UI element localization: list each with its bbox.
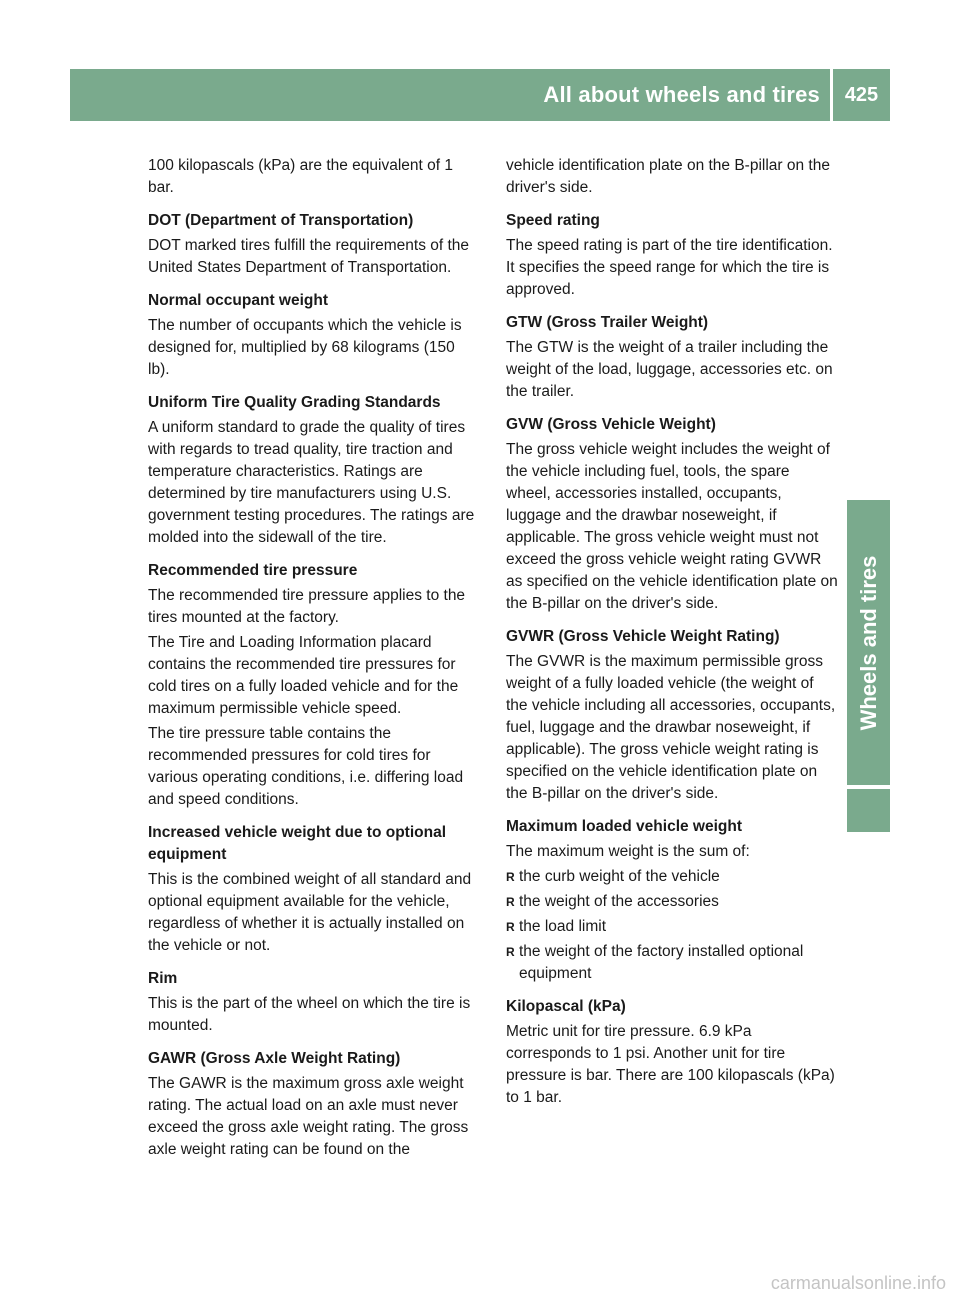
- recommended-pressure-paragraph-2: The Tire and Loading Information placard contains the recommended tire pressures for cold tires on a fully loaded vehicle and for the maximum permissible vehicle speed.: [148, 634, 459, 717]
- list-item: [506, 941, 838, 985]
- max-weight-heading: Maximum loaded vehicle weight: [506, 818, 743, 835]
- list-item-text: the weight of the accessories: [519, 893, 719, 910]
- recommended-pressure-paragraph-1: The recommended tire pressure applies to the tires mounted at the factory.: [148, 587, 466, 626]
- gvw-heading: GVW (Gross Vehicle Weight): [506, 416, 716, 433]
- right-column: [506, 155, 838, 1120]
- speed-rating-paragraph: The speed rating is part of the tire identification. It specifies the speed range for which the tire is approved.: [506, 237, 833, 298]
- list-item: [506, 891, 838, 913]
- page-header: [70, 69, 890, 121]
- kilopascal-paragraph: Metric unit for tire pressure. 6.9 kPa corresponds to 1 psi. Another unit for tire pressure is bar. There are 100 kilopascals (kPa) to 1 bar.: [506, 1023, 835, 1106]
- recommended-pressure-heading: Recommended tire pressure: [148, 562, 358, 579]
- section-title: All about wheels and tires: [543, 82, 820, 107]
- gvw-paragraph: The gross vehicle weight includes the weight of the vehicle including fuel, tools, the spare wheel, accessories installed, occupants, luggage and the drawbar noseweight, if applicable. The gross vehicle weight must not exceed the gross vehicle weight rating GVWR as specified on the vehicle identification plate on the B-pillar on the driver's side.: [506, 441, 838, 612]
- gtw-heading: GTW (Gross Trailer Weight): [506, 314, 709, 331]
- list-item-text: the weight of the factory installed optional equipment: [519, 943, 804, 982]
- chapter-marker: [847, 789, 890, 832]
- gvwr-paragraph: The GVWR is the maximum permissible gross weight of a fully loaded vehicle (the weight of the vehicle including all accessories, occupants, fuel, luggage and the drawbar noseweight, if applicable). The gross vehicle weight rating is specified on the vehicle identification plate on the B-pillar on the driver's side.: [506, 653, 836, 802]
- gawr-paragraph: The GAWR is the maximum gross axle weight rating. The actual load on an axle must never exceed the gross axle weight rating. The gross axle weight rating can be found on the: [148, 1075, 469, 1158]
- utqg-paragraph: A uniform standard to grade the quality of tires with regards to tread quality, tire traction and temperature characteristics. Ratings are determined by tire manufacturers using U.S. government testing procedures. The ratings are molded into the sidewall of the tire.: [148, 419, 475, 546]
- utqg-heading: Uniform Tire Quality Grading Standards: [148, 394, 441, 411]
- speed-rating-heading: Speed rating: [506, 212, 600, 229]
- bullet-marker: R: [506, 895, 515, 909]
- dot-heading: DOT (Department of Transportation): [148, 212, 414, 229]
- gtw-paragraph: The GTW is the weight of a trailer including the weight of the load, luggage, accessories etc. on the trailer.: [506, 339, 833, 400]
- chapter-tab-label: Wheels and tires: [855, 555, 881, 730]
- watermark: carmanualsonline.info: [770, 1273, 946, 1293]
- max-weight-intro: The maximum weight is the sum of:: [506, 843, 750, 860]
- list-item-text: the load limit: [519, 918, 607, 935]
- max-weight-list: [506, 866, 838, 985]
- page-number: 425: [844, 84, 879, 106]
- recommended-pressure-paragraph-3: The tire pressure table contains the recommended pressures for cold tires for various operating conditions, i.e. differing load and speed conditions.: [148, 725, 464, 808]
- rim-heading: Rim: [148, 970, 178, 987]
- increased-weight-paragraph: This is the combined weight of all standard and optional equipment available for the vehicle, regardless of whether it is actually installed on the vehicle or not.: [148, 871, 472, 954]
- chapter-tab: [847, 500, 890, 785]
- kilopascal-heading: Kilopascal (kPa): [506, 998, 626, 1015]
- normal-occupant-heading: Normal occupant weight: [148, 292, 328, 309]
- bullet-marker: R: [506, 920, 515, 934]
- intro-paragraph: 100 kilopascals (kPa) are the equivalent of 1 bar.: [148, 157, 454, 196]
- list-item: [506, 866, 838, 888]
- list-item: [506, 916, 838, 938]
- bullet-marker: R: [506, 870, 515, 884]
- left-column: [148, 155, 480, 1172]
- dot-paragraph: DOT marked tires fulfill the requirements of the United States Department of Transportation.: [148, 237, 470, 276]
- increased-weight-heading: Increased vehicle weight due to optional equipment: [148, 824, 447, 863]
- continued-paragraph: vehicle identification plate on the B-pillar on the driver's side.: [506, 157, 830, 196]
- bullet-marker: R: [506, 945, 515, 959]
- gvwr-heading: GVWR (Gross Vehicle Weight Rating): [506, 628, 780, 645]
- list-item-text: the curb weight of the vehicle: [519, 868, 720, 885]
- gawr-heading: GAWR (Gross Axle Weight Rating): [148, 1050, 401, 1067]
- normal-occupant-paragraph: The number of occupants which the vehicle is designed for, multiplied by 68 kilograms (150 lb).: [148, 317, 462, 378]
- rim-paragraph: This is the part of the wheel on which the tire is mounted.: [148, 995, 471, 1034]
